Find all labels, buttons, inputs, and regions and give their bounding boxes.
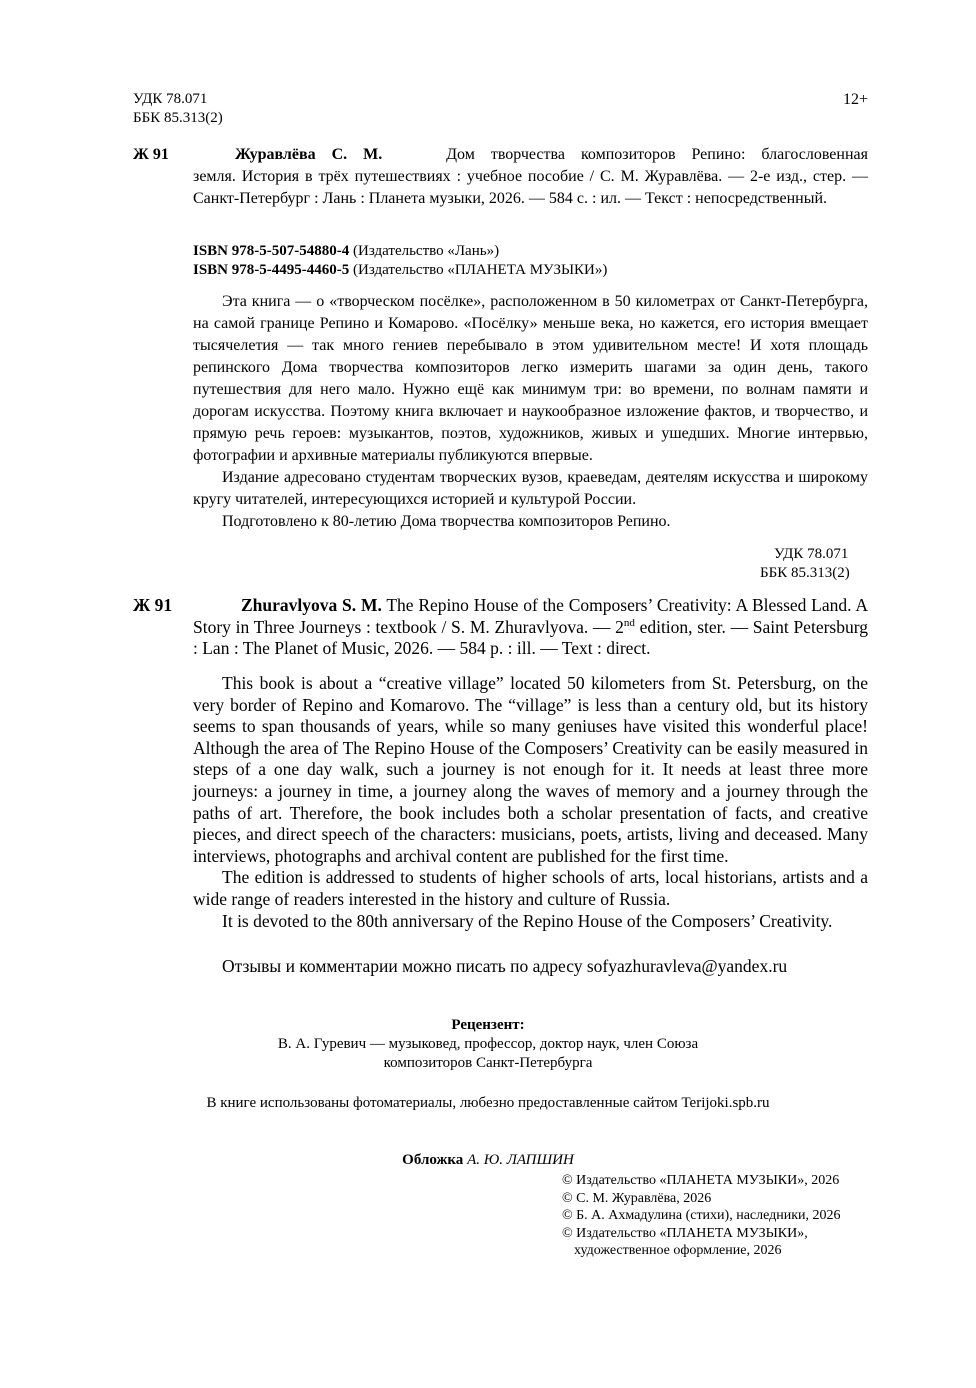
en-abstract <box>193 673 868 932</box>
ru-entry-code: Ж 91 <box>133 146 169 163</box>
en-entry-code: Ж 91 <box>133 595 173 615</box>
cover-label: Обложка <box>402 1152 464 1168</box>
copyright-line: © Издательство «ПЛАНЕТА МУЗЫКИ», <box>562 1225 808 1241</box>
en-entry <box>193 595 868 660</box>
header-udk: УДК 78.071 <box>133 91 208 107</box>
copyright-line: художественное оформление, 2026 <box>574 1243 782 1258</box>
reviewer-title: Рецензент: <box>451 1017 525 1033</box>
isbn-number: ISBN 978-5-507-54880-4 <box>193 243 350 259</box>
ru-entry-first-line <box>193 144 868 166</box>
en-abstract-paragraph: The edition is addressed to students of higher schools of arts, local historians, artists and a wide range of readers interested in the history and culture of Russia. <box>193 867 868 909</box>
ru-abstract <box>193 291 868 533</box>
reviewer-line: композиторов Санкт-Петербурга <box>383 1055 593 1071</box>
copyright-line: © Издательство «ПЛАНЕТА МУЗЫКИ», 2026 <box>562 1173 840 1188</box>
isbn-block <box>193 242 607 280</box>
ru-entry-title: Дом творчества композиторов Репино: благословенная <box>446 146 868 163</box>
cover-artist: А. Ю. ЛАПШИН <box>467 1152 574 1168</box>
isbn-line <box>193 242 607 261</box>
feedback-line: Отзывы и комментарии можно писать по адресу sofyazhuravleva@yandex.ru <box>222 956 788 976</box>
ru-abstract-paragraph: Подготовлено к 80-летию Дома творчества композиторов Репино. <box>222 513 671 530</box>
isbn-line <box>193 261 607 280</box>
mid-bbk: ББК 85.313(2) <box>760 565 850 581</box>
en-abstract-paragraph: It is devoted to the 80th anniversary of the Repino House of the Composers’ Creativity. <box>222 910 833 931</box>
en-entry-sup: nd <box>623 616 635 629</box>
isbn-publisher: (Издательство «ПЛАНЕТА МУЗЫКИ») <box>353 262 608 278</box>
ru-entry <box>193 144 868 210</box>
en-entry-text-rest: edition, ster. — Saint Petersburg : Lan : The Planet of Music, 2026. — 584 p. : ill. — Text : direct. <box>193 616 868 659</box>
en-entry-author: Zhuravlyova S. M. <box>241 595 382 615</box>
ru-abstract-paragraph: Издание адресовано студентам творческих вузов, краеведам, деятелям искусства и широкому кругу читателей, интересующихся историей и культурой России. <box>193 469 868 508</box>
ru-abstract-paragraph: Эта книга — о «творческом посёлке», расположенном в 50 километрах от Санкт-Петербурга, на самой границе Репино и Комарово. «Посёлку» меньше века, но кажется, его история вмещает тысячелетия — так много гениев перебывало в этом удивительном месте! И хотя площадь репинского Дома творчества композиторов легко измерить шагами за один день, такого путешествия для него мало. Нужно ещё как минимум три: во времени, по волнам памяти и дорогам искусства. Поэтому книга включает и наукообразное изложение фактов, и творчество, и прямую речь героев: музыкантов, поэтов, художников, живых и ушедших. Многие интервью, фотографии и архивные материалы публикуются впервые. <box>193 293 868 464</box>
header-bbk: ББК 85.313(2) <box>133 110 223 126</box>
ru-entry-rest: земля. История в трёх путешествиях : учебное пособие / С. М. Журавлёва. — 2-е изд., стер. — Санкт-Петербург : Лань : Планета музыки, 2026. — 584 с. : ил. — Текст : непосредственный. <box>193 168 868 207</box>
isbn-number: ISBN 978-5-4495-4460-5 <box>193 262 350 278</box>
copyright-block <box>562 1172 841 1260</box>
cover-credit <box>0 1151 976 1170</box>
copyright-line: © С. М. Журавлёва, 2026 <box>562 1190 712 1206</box>
en-entry-text: The Repino House of the Composers’ Creativity: A Blessed Land. A Story in Three Journeys : textbook / S. M. Zhuravlyova. — 2 <box>193 595 868 637</box>
copyright-line: © Б. А. Ахмадулина (стихи), наследники, 2026 <box>562 1208 841 1223</box>
reviewer-line: В. А. Гуревич — музыковед, профессор, доктор наук, член Союза <box>277 1036 699 1052</box>
isbn-publisher: (Издательство «Лань») <box>353 243 500 259</box>
photo-credit: В книге использованы фотоматериалы, любезно предоставленные сайтом Terijoki.spb.ru <box>206 1095 770 1111</box>
ru-entry-author: Журавлёва С. М. <box>235 146 383 163</box>
mid-udk: УДК 78.071 <box>774 546 849 562</box>
age-rating: 12+ <box>843 91 869 108</box>
en-abstract-paragraph: This book is about a “creative village” located 50 kilometers from St. Petersburg, on the very border of Repino and Komarovo. The “village” is less than a century old, but its history seems to span thousands of years, while so many geniuses have visited this wonderful place! Although the area of The Repino House of the Composers’ Creativity can be easily measured in steps of a one day walk, such a journey is not enough for it. It needs at least three more journeys: a journey in time, a journey along the waves of memory and a journey through the paths of art. Therefore, the book includes both a scholar presentation of facts, and creative pieces, and direct speech of the characters: musicians, poets, artists, living and deceased. Many interviews, photographs and archival content are published for the first time. <box>193 673 868 866</box>
